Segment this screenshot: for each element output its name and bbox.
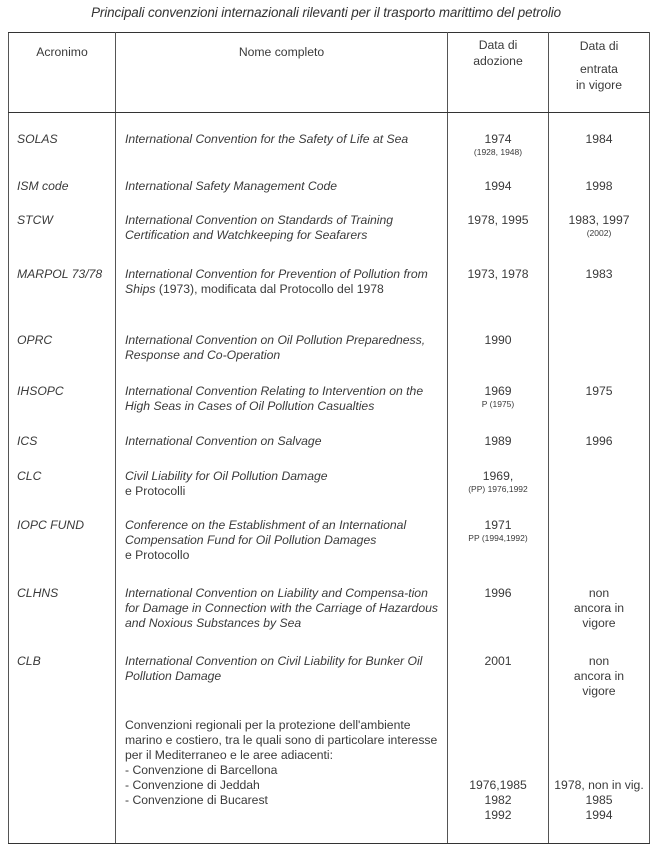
- table-row: [9, 314, 650, 365]
- regional-convention-name: - Convenzione di Barcellona: [125, 762, 278, 777]
- adoption-date: 1971: [484, 517, 512, 532]
- full-name-italic: International Convention Relating to Intervention on the High Seas in Cases of Oil Pollution Casualties: [125, 383, 424, 413]
- acronym-text: ICS: [17, 433, 38, 448]
- acronym-text: IOPC FUND: [17, 517, 85, 532]
- header-entry-line1: Data di: [579, 39, 619, 53]
- entry-date: non ancora in vigore: [573, 585, 625, 630]
- table-row: [9, 365, 650, 415]
- full-name-cell: [116, 499, 448, 567]
- header-entry-line3: in vigore: [575, 78, 623, 92]
- adoption-note: (PP) 1976,1992: [468, 483, 528, 494]
- header-acronym: Acronimo: [9, 33, 116, 113]
- full-name-italic: International Convention on Salvage: [125, 433, 322, 448]
- entry-date: 1998: [585, 178, 613, 193]
- acronym-cell: [9, 567, 116, 635]
- entry-date-cell: [549, 635, 650, 699]
- table-row: [9, 415, 650, 450]
- adoption-date: 1969: [484, 383, 512, 398]
- regional-entry-date: 1985: [585, 792, 613, 807]
- adoption-date: 1990: [484, 332, 512, 347]
- table-row: [9, 499, 650, 567]
- regional-entry-date: 1978, non in vig.: [554, 777, 644, 792]
- table-row: [9, 450, 650, 499]
- acronym-text: IHSOPC: [17, 383, 64, 398]
- acronym-text: ISM code: [17, 178, 69, 193]
- table-row-regional: [9, 699, 650, 844]
- regional-convention-name: - Convenzione di Jeddah: [125, 777, 260, 792]
- acronym-cell: [9, 194, 116, 248]
- acronym-cell: [9, 450, 116, 499]
- adoption-date-cell: [448, 499, 549, 567]
- full-name-italic: International Convention for Prevention of Pollution from Ships: [125, 266, 428, 296]
- table-caption: Principali convenzioni internazionali rilevanti per il trasporto marittimo del petrolio: [91, 5, 561, 20]
- full-name-cell: [116, 635, 448, 699]
- adoption-date: 1978, 1995: [467, 212, 529, 227]
- full-name-cell: [116, 450, 448, 499]
- entry-date-cell: [549, 567, 650, 635]
- acronym-cell: [9, 314, 116, 365]
- acronym-cell: [9, 635, 116, 699]
- entry-date: 1983, 1997: [568, 212, 630, 227]
- acronym-text: CLHNS: [17, 585, 59, 600]
- acronym-cell: [9, 248, 116, 314]
- adoption-date-cell: [448, 314, 549, 365]
- full-name-italic: International Convention on Oil Pollution Preparedness, Response and Co-Operation: [125, 332, 426, 362]
- acronym-text: STCW: [17, 212, 53, 227]
- adoption-date-cell: [448, 635, 549, 699]
- header-adoption-line1: Data di: [478, 38, 518, 52]
- full-name-italic: International Convention on Civil Liability for Bunker Oil Pollution Damage: [125, 653, 423, 683]
- adoption-note: (1928, 1948): [473, 147, 523, 157]
- full-name-italic: Conference on the Establishment of an International Compensation Fund for Oil Pollution Damages: [125, 517, 407, 547]
- full-name-cell: [116, 194, 448, 248]
- regional-entry-cell: [549, 699, 650, 844]
- full-name-italic: International Convention on Liability and Compensa-tion for Damage in Connection with the Carriage of Hazardous and Noxious Substances by Sea: [125, 585, 438, 630]
- regional-convention-name: - Convenzione di Bucarest: [125, 792, 268, 807]
- full-name-italic: Civil Liability for Oil Pollution Damage: [125, 468, 328, 483]
- acronym-text: MARPOL 73/78: [17, 266, 103, 281]
- adoption-date-cell: [448, 194, 549, 248]
- full-name-cell: [116, 113, 448, 160]
- table-row: [9, 635, 650, 699]
- adoption-date: 1989: [484, 433, 512, 448]
- full-name-plain: (1973), modificata dal Protocollo del 1978: [155, 281, 384, 296]
- adoption-date: 1994: [484, 178, 512, 193]
- entry-date-cell: [549, 365, 650, 415]
- acronym-cell: [9, 160, 116, 194]
- table-row: [9, 248, 650, 314]
- entry-date-cell: [549, 160, 650, 194]
- entry-note: (2002): [586, 227, 612, 238]
- regional-adoption-date: 1992: [484, 807, 512, 822]
- regional-entry-date: 1994: [585, 807, 613, 822]
- full-name-italic: International Safety Management Code: [125, 178, 338, 193]
- table-row: [9, 160, 650, 194]
- entry-date: 1975: [585, 383, 613, 398]
- full-name-plain: e Protocollo: [125, 547, 190, 562]
- header-entry-date: [549, 33, 650, 113]
- adoption-date-cell: [448, 450, 549, 499]
- adoption-date: 1996: [484, 585, 512, 600]
- entry-date-cell: [549, 314, 650, 365]
- full-name-cell: [116, 567, 448, 635]
- table-row: [9, 113, 650, 160]
- full-name-cell: [116, 248, 448, 314]
- header-entry-line2: entrata: [580, 62, 618, 76]
- entry-date-cell: [549, 415, 650, 450]
- entry-date: 1996: [585, 433, 613, 448]
- regional-intro: Convenzioni regionali per la protezione dell'ambiente marino e costiero, tra le quali sono di particolare interesse per il Mediterraneo e le aree adiacenti:: [125, 717, 438, 762]
- entry-date-cell: [549, 499, 650, 567]
- entry-date-cell: [549, 113, 650, 160]
- acronym-text: CLB: [17, 653, 41, 668]
- adoption-date: 1973, 1978: [467, 266, 529, 281]
- full-name-cell: [116, 160, 448, 194]
- entry-date: non ancora in vigore: [573, 653, 625, 698]
- acronym-text: OPRC: [17, 332, 53, 347]
- conventions-table: [8, 32, 650, 844]
- entry-date-cell: [549, 248, 650, 314]
- full-name-italic: International Convention on Standards of Training Certification and Watchkeeping for Seafarers: [125, 212, 394, 242]
- adoption-date-cell: [448, 248, 549, 314]
- acronym-text: SOLAS: [17, 132, 58, 146]
- acronym-cell: [9, 415, 116, 450]
- acronym-cell: [9, 699, 116, 844]
- table-row: [9, 194, 650, 248]
- adoption-date: 1974: [484, 132, 512, 146]
- adoption-date-cell: [448, 415, 549, 450]
- adoption-date-cell: [448, 365, 549, 415]
- adoption-date-cell: [448, 160, 549, 194]
- entry-date-cell: [549, 450, 650, 499]
- table-row: [9, 567, 650, 635]
- regional-adoption-cell: [448, 699, 549, 844]
- entry-date-cell: [549, 194, 650, 248]
- acronym-cell: [9, 499, 116, 567]
- regional-name-cell: [116, 699, 448, 844]
- adoption-date: 2001: [484, 653, 512, 668]
- full-name-cell: [116, 314, 448, 365]
- entry-date: 1983: [585, 266, 613, 281]
- full-name-italic: International Convention for the Safety of Life at Sea: [125, 132, 409, 146]
- full-name-plain: e Protocolli: [125, 483, 186, 498]
- full-name-cell: [116, 415, 448, 450]
- header-adoption-line2: adozione: [473, 54, 523, 68]
- acronym-cell: [9, 113, 116, 160]
- header-row: [9, 33, 650, 113]
- adoption-date: 1969,: [482, 468, 514, 483]
- adoption-date-cell: [448, 113, 549, 160]
- regional-adoption-date: 1982: [484, 792, 512, 807]
- adoption-note: P (1975): [481, 398, 515, 409]
- acronym-text: CLC: [17, 468, 42, 483]
- adoption-date-cell: [448, 567, 549, 635]
- header-adoption-date: [448, 33, 549, 113]
- entry-date: 1984: [585, 132, 613, 146]
- acronym-cell: [9, 365, 116, 415]
- header-full-name: Nome completo: [116, 33, 448, 113]
- regional-adoption-date: 1976,1985: [469, 777, 527, 792]
- adoption-note: PP (1994,1992): [468, 532, 528, 543]
- full-name-cell: [116, 365, 448, 415]
